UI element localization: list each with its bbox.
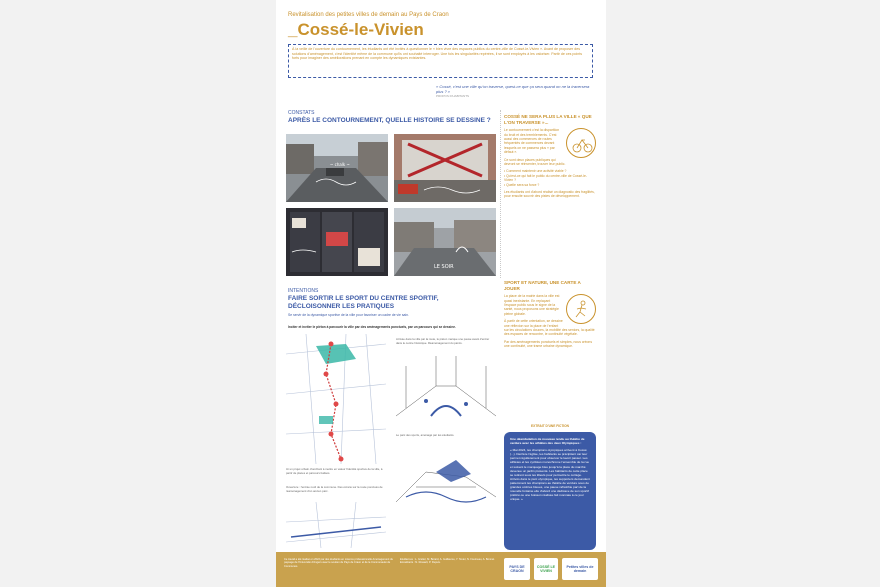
sketch2-caption: Le parc des sports, aménagé par les étudiants. <box>396 433 455 437</box>
side1-p2: Ce sont deux places publiques qui devront se réinventer, trouver leur public. <box>504 157 566 167</box>
side-column-1 <box>504 114 596 202</box>
photo-shop-closed <box>394 134 496 202</box>
side1-questions <box>504 169 596 187</box>
resident-quote <box>436 84 596 99</box>
sketch3-caption: Ouverture : l'entrée nord de la commune. Des écrans sur la route ponctués de réaménagement d'un ancien parc. <box>286 485 383 493</box>
poster-page <box>276 0 606 587</box>
town-plan-map <box>286 334 386 464</box>
side-column-2 <box>504 280 596 352</box>
side1-p1: Le contournement c'est la disparition du bruit et des tremblements. C'est aussi des commerces de routes fréquentés de commerces devant lesquels on ne passera plus « par défaut ». <box>504 128 560 155</box>
svg-text:~ chalk ~: ~ chalk ~ <box>330 162 350 167</box>
sketch-sports-park <box>396 442 496 512</box>
side1-title: COSSÉ NE SERA PLUS LA VILLE « QUE L'ON TRAVERSE »... <box>504 114 592 125</box>
map-caption: Ici un projet urbain cherchant à mettre en valeur l'identité sportive de la ville, à partir de places et parcours balisés. <box>286 467 383 475</box>
side2-p2: À partir de cette orientation, se dessine une réflexion sur la place de l'enfant sur les circulations douces, la mobilité des seniors, la qualité des espaces de rencontre, le continuité végétale. <box>504 319 595 337</box>
poster-subtitle: Revitalisation des petites villes de demain au Pays de Craon <box>288 12 449 18</box>
fiction-box <box>504 432 596 550</box>
photo-street <box>286 134 388 202</box>
fiction-body: « Mai 2024, les champions olympiques arrivent à Cossé (...). Derrière l'église, les habitants se précipitent car leur permet régulièrement pour observer le lavoir passer. Les athlètes et les cyclistes monochrome l'ensemble de la rue et suivent le marquage bleu jusqu'à la place du marché devenue un jardin présenté. Les habitants de cette place se retirent sous les tilleuls pour permettre le cortège. Arrivés dans le parc olympique, les supporters demandent patiemment les champions au théâtre de verdure sous de grandes ombres bleues, une pause rafraîchie part de la nouvelle fontaine elle d'abord une dédicace de son sportif préféré ou une boisson réalisée fait monnaie à ce jour unique. » <box>510 448 590 502</box>
side2-title: SPORT ET NATURE, UNE CARTE A JOUER <box>504 280 581 291</box>
footer-credits: Ce travail a été réalisé en 2022 par des étudiants en Licence professionnelle Aménagement du paysage de l'Université d'Angers avec le soutien du Pays de Craon et de la Communauté de Communes. <box>284 558 394 568</box>
intro-paragraph: À la veille de l'ouverture du contournement, les étudiants ont été invités à questionner le « bien vivre des espaces publics du centre-ville de Cossé-le-Vivien ». Avant de proposer des solutions d'aménagement, c'est l'identité même de la commune qu'ils ont souhaité interroger. Une fois les singularités repérées, il se sont employés à les valoriser. Partir de ces points forts pour imaginer des améliorations prenant en compte les dynamiques existantes. <box>288 44 593 78</box>
intentions-lead: Inciter et inviter le piéton à parcourir la ville par des aménagements ponctuels, par un parcours qui se dessine. <box>288 325 456 329</box>
logo-cosse-le-vivien: COSSÉ LE VIVIEN <box>534 558 558 580</box>
footer-band <box>276 552 606 587</box>
runner-icon <box>566 294 596 324</box>
quote-source: PROPOS D'HABITANTS <box>436 94 470 98</box>
intentions-label: INTENTIONS <box>288 288 319 294</box>
intentions-subtitle: Se servir de la dynamique sportive de la ville pour favoriser un cadre de vie sain. <box>288 313 409 317</box>
side2-p1: La place de la mairie dans la ville est quasi inexistante. En replaçant l'espace public sous le signe de la santé, nous proposons une stratégie pleine globale. <box>504 294 560 316</box>
footer-team: Etudiant.es : L. Grelier, M. Bérard, A. Guillaume, Y. Texier, N. Fourneau, A. Bonnet. Encadrants : N. Rouault, P. Dupuis. <box>400 558 495 565</box>
constats-label: CONSTATS <box>288 110 315 116</box>
side1-question: • Qu'est-ce qui fait le public du centre-ville de Cossé-le-Vivien ? <box>504 174 596 183</box>
fiction-box-heading: EXTRAIT D'UNE FICTION <box>531 424 569 428</box>
intentions-title: FAIRE SORTIR LE SPORT DU CENTRE SPORTIF, DÉCLOISONNER LES PRATIQUES <box>288 295 439 310</box>
side1-p3: Les étudiants ont d'abord réalisé un diagnostic des fragilités, pour ensuite souvrir des pistes de développement. <box>504 190 595 199</box>
quote-text: « Cossé, c'est une ville qu'on traverse, quest-ce que ça sera quand on ne la traversera plus ? » <box>436 84 590 94</box>
logo-petites-villes: Petites villes de demain <box>562 558 598 580</box>
sketch-street-perspective <box>396 346 496 426</box>
sketch-north-entrance <box>286 502 386 548</box>
constats-title: APRÈS LE CONTOURNEMENT, QUELLE HISTOIRE SE DESSINE ? <box>288 117 491 124</box>
fiction-intro: Une déambulation de nouveau rendu au théâtre de verdure avec les athlètes des Jeux Olympiques : <box>510 437 585 446</box>
svg-text:LE SOIR: LE SOIR <box>434 264 454 270</box>
photo-shopwindows <box>286 208 388 276</box>
bike-icon <box>566 128 596 158</box>
column-divider <box>500 110 501 278</box>
poster-title: _Cossé-le-Vivien <box>288 20 424 39</box>
side2-p3: Par des aménagements ponctuels et simples, nous créons une continuité, une trame urbaine dynamique. <box>504 339 593 349</box>
side1-question: • Quelle sera sa force ? <box>504 183 596 187</box>
side1-question: • Comment maintenir une activité viable ? <box>504 169 596 173</box>
logo-pays-de-craon: PAYS DE CRAON <box>504 558 530 580</box>
sketch1-caption: Arrivée dans la ville par la route, le piéton marque une pause avant d'entrer dans le centre historique. Réaménagement du parvis. <box>396 337 490 345</box>
photo-square <box>394 208 496 276</box>
